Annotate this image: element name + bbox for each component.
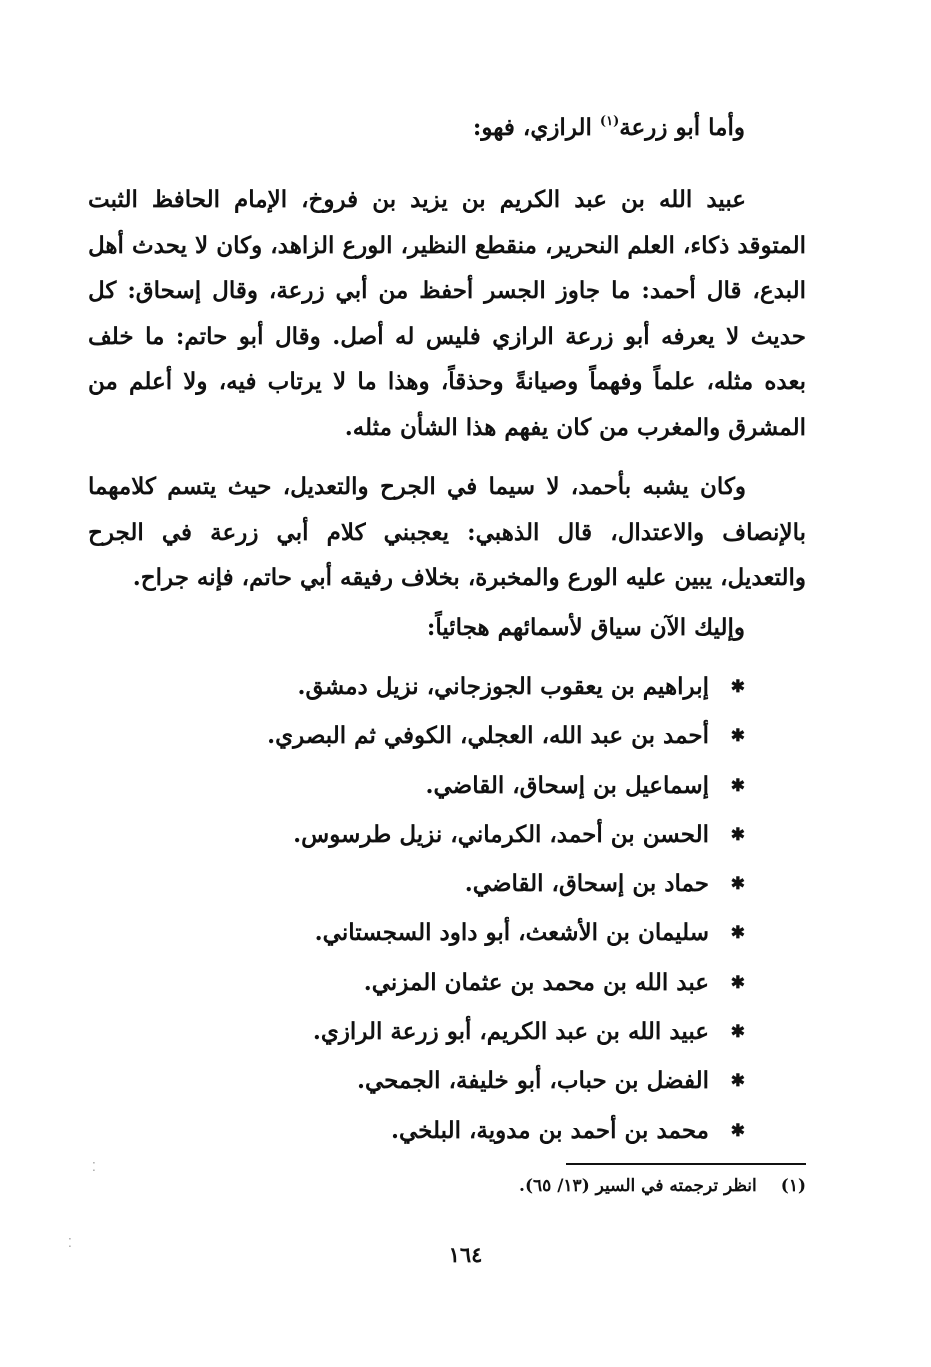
- footnote-reference: (١): [599, 114, 620, 129]
- intro-after: الرازي، فهو:: [472, 114, 600, 141]
- star-bullet-icon: ✱: [730, 1071, 745, 1092]
- list-item-text: حماد بن إسحاق، القاضي.: [464, 870, 709, 898]
- intro-line: [473, 114, 745, 141]
- list-item-text: الفضل بن حباب، أبو خليفة، الجمحي.: [357, 1067, 709, 1095]
- list-item-text: الحسن بن أحمد، الكرماني، نزيل طرسوس.: [293, 820, 709, 848]
- names-list: [145, 662, 745, 1155]
- footnote: [519, 1176, 806, 1196]
- scan-speck: ⁚: [68, 1236, 72, 1250]
- list-item-text: سليمان بن الأشعث، أبو داود السجستاني.: [314, 919, 709, 947]
- paragraph-comparison: [88, 464, 806, 601]
- star-bullet-icon: ✱: [730, 726, 745, 747]
- list-item-text: أحمد بن عبد الله، العجلي، الكوفي ثم البصري.: [267, 722, 709, 750]
- list-item: [145, 1106, 745, 1155]
- list-item: [145, 859, 745, 908]
- list-item-text: محمد بن أحمد بن مدوية، البلخي.: [390, 1116, 709, 1144]
- paragraph-biography: [88, 177, 806, 450]
- list-item: [145, 711, 745, 760]
- footnote-text: انظر ترجمته في السير (١٣/ ٦٥).: [519, 1176, 757, 1196]
- list-item: [145, 662, 745, 711]
- star-bullet-icon: ✱: [730, 824, 745, 845]
- list-item-text: إبراهيم بن يعقوب الجوزجاني، نزيل دمشق.: [297, 673, 709, 700]
- list-item: [145, 810, 745, 859]
- list-item: [145, 1007, 745, 1056]
- list-item-text: إسماعيل بن إسحاق، القاضي.: [425, 771, 709, 799]
- star-bullet-icon: ✱: [730, 775, 745, 796]
- scan-speck: ⁚: [92, 1160, 96, 1174]
- list-item-text: عبد الله بن محمد بن عثمان المزني.: [363, 968, 709, 996]
- page-number: ١٦٤: [448, 1242, 483, 1267]
- star-bullet-icon: ✱: [730, 923, 745, 944]
- star-bullet-icon: ✱: [730, 1022, 745, 1043]
- list-item: [145, 908, 745, 957]
- star-bullet-icon: ✱: [730, 1120, 745, 1141]
- list-item: [145, 958, 745, 1007]
- paragraph-text: وكان يشبه بأحمد، لا سيما في الجرح والتعديل، حيث يتسم كلامهما بالإنصاف والاعتدال، قال الذهبي: يعجبني كلام أبي زرعة في الجرح والتعديل، يبين عليه الورع والمخبرة، بخلاف رفيقه أبي حاتم، فإنه جراح.: [88, 473, 806, 591]
- intro-before: وأما أبو زرعة: [619, 114, 745, 141]
- list-item: [145, 761, 745, 810]
- star-bullet-icon: ✱: [730, 972, 745, 993]
- star-bullet-icon: ✱: [730, 874, 745, 895]
- list-item-text: عبيد الله بن عبد الكريم، أبو زرعة الرازي.: [312, 1018, 709, 1046]
- footnote-mark: (١): [780, 1176, 806, 1196]
- footnote-divider: [566, 1163, 806, 1165]
- paragraph-text: عبيد الله بن عبد الكريم بن يزيد بن فروخ، الإمام الحافظ الثبت المتوقد ذكاء، العلم النحرير، منقطع النظير، الورع الزاهد، وكان لا يحدث أهل البدع، قال أحمد: ما جاوز الجسر أحفظ من أبي زرعة، وقال إسحاق: كل حديث لا يعرفه أبو زرعة الرازي فليس له أصل. وقال أبو حاتم: ما خلف بعده مثله، علماً وفهماً وصيانةً وحذقاً، وهذا ما لا يرتاب فيه، ولا أعلم من المشرق والمغرب من كان يفهم هذا الشأن مثله.: [88, 186, 806, 441]
- list-item: [145, 1056, 745, 1105]
- list-intro: وإليك الآن سياق لأسمائهم هجائياً:: [426, 614, 745, 641]
- star-bullet-icon: ✱: [730, 677, 745, 697]
